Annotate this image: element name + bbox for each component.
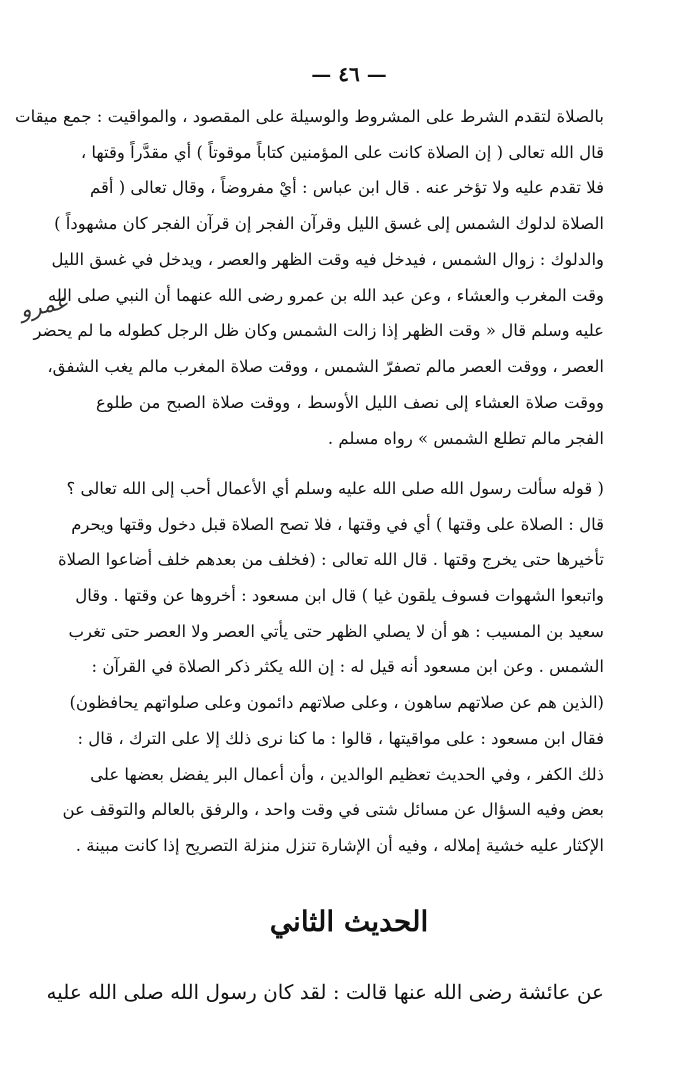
text-line: بعض وفيه السؤال عن مسائل شتى في وقت واحد ، والرفق بالعالم والتوقف عن — [62, 800, 604, 819]
text-line: واتبعوا الشهوات فسوف يلقون غيا ) قال ابن مسعود : أخروها عن وقتها . وقال — [75, 586, 604, 605]
margin-note: عمرو — [17, 289, 71, 324]
text-line: الصلاة لدلوك الشمس إلى غسق الليل وقرآن الفجر إن قرآن الفجر كان مشهوداً ) — [54, 214, 604, 233]
text-line: فقال ابن مسعود : على مواقيتها ، قالوا : ما كنا نرى ذلك إلا على الترك ، قال : — [77, 729, 604, 748]
text-line: سعيد بن المسيب : هو أن لا يصلي الظهر حتى يأتي العصر ولا العصر حتى تغرب — [68, 622, 604, 641]
text-line: قال الله تعالى ( إن الصلاة كانت على المؤمنين كتاباً موقوتاً ) أي مقدَّراً وقتها ، — [80, 143, 604, 162]
text-line: العصر ، ووقت العصر مالم تصفرّ الشمس ، ووقت صلاة المغرب مالم يغب الشفق، — [47, 357, 604, 376]
text-line: وقت المغرب والعشاء ، وعن عبد الله بن عمرو رضى الله عنهما أن النبي صلى الله — [47, 286, 604, 305]
text-line: بالصلاة لتقدم الشرط على المشروط والوسيلة على المقصود ، والمواقيت : جمع ميقات — [15, 107, 604, 126]
text-line: الإكثار عليه خشية إملاله ، وفيه أن الإشارة تنزل منزلة التصريح إذا كانت مبينة . — [75, 836, 604, 855]
text-line: ( قوله سألت رسول الله صلى الله عليه وسلم أي الأعمال أحب إلى الله تعالى ؟ — [66, 479, 604, 498]
text-line: الفجر مالم تطلع الشمس » رواه مسلم . — [327, 429, 604, 448]
text-line: فلا تقدم عليه ولا تؤخر عنه . قال ابن عباس : أيْ مفروضاً ، وقال تعالى ( أقم — [90, 178, 604, 197]
text-line: عليه وسلم قال « وقت الظهر إذا زالت الشمس وكان ظل الرجل كطوله ما لم يحضر — [33, 321, 604, 340]
text-line: ذلك الكفر ، وفي الحديث تعظيم الوالدين ، وأن أعمال البر يفضل بعضها على — [90, 765, 604, 784]
text-line: والدلوك : زوال الشمس ، فيدخل فيه وقت الظهر والعصر ، ويدخل في غسق الليل — [51, 250, 604, 269]
text-line: ووقت صلاة العشاء إلى نصف الليل الأوسط ، ووقت صلاة الصبح من طلوع — [96, 393, 604, 412]
text-line: تأخيرها حتى يخرج وقتها . قال الله تعالى : (فخلف من بعدهم خلف أضاعوا الصلاة — [58, 550, 604, 569]
page-number: — ٤٦ — — [311, 62, 387, 86]
text-line: الشمس . وعن ابن مسعود أنه قيل له : إن الله يكثر ذكر الصلاة في القرآن : — [91, 657, 604, 676]
text-line: (الذين هم عن صلاتهم ساهون ، وعلى صلاتهم دائمون وعلى صلواتهم يحافظون) — [69, 693, 604, 712]
text-line: عن عائشة رضى الله عنها قالت : لقد كان رسول الله صلى الله عليه — [46, 980, 604, 1004]
section-title: الحديث الثاني — [269, 905, 429, 938]
text-line: قال : الصلاة على وقتها ) أي في وقتها ، فلا تصح الصلاة قبل دخول وقتها ويحرم — [71, 515, 604, 534]
